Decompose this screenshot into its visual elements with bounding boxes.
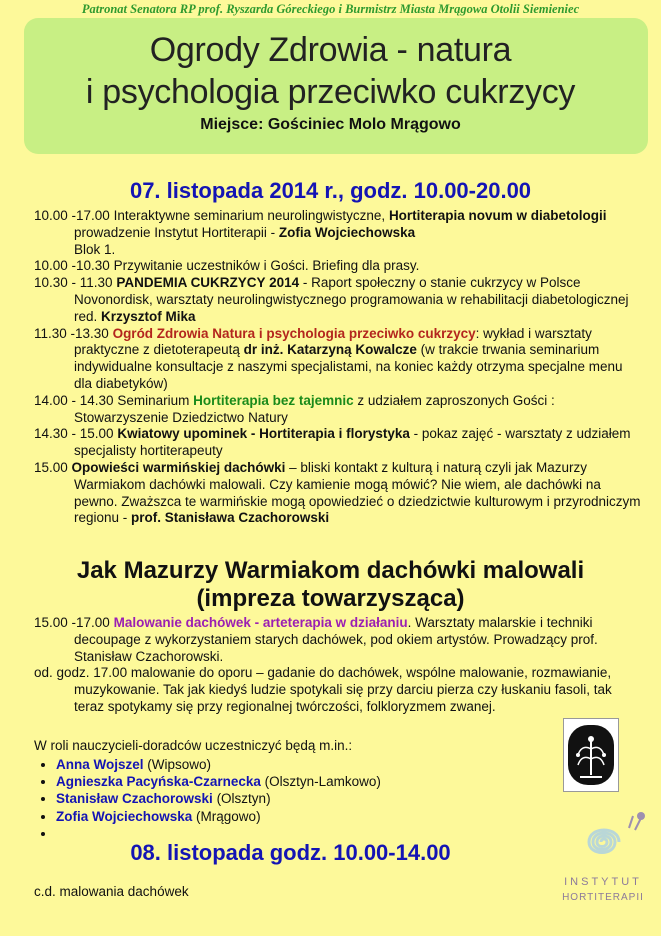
page-title-line1: Ogrody Zdrowia - natura xyxy=(149,31,512,69)
teachers-intro: W roli nauczycieli-doradców uczestniczyć będą m.in.: xyxy=(34,738,353,753)
list-item: • Zofia Wojciechowska (Mrągowo) xyxy=(56,808,476,825)
section2-title-line1: Jak Mazurzy Warmiakom dachówki malowali xyxy=(76,557,585,584)
program-item: 10.00 -17.00 Interaktywne seminarium neurolingwistyczne, Hortiterapia novum w diabetologii prowadzenie Instytut Hortiterapii - Zofia Wojciechowska Blok 1. xyxy=(34,208,607,257)
day2-text: c.d. malowania dachówek xyxy=(34,884,189,899)
list-item: • Agnieszka Pacyńska-Czarnecka (Olsztyn-Lamkowo) xyxy=(56,773,476,790)
institute-subname: HORTITERAPII xyxy=(562,892,644,903)
program-item: 10.00 -10.30 Przywitanie uczestników i Gości. Briefing dla prasy. xyxy=(34,258,420,274)
program-item: 10.30 - 11.30 PANDEMIA CUKRZYCY 2014 - Raport społeczny o stanie cukrzycy w Polsce Novonordisk, warsztaty neurolingwistycznego programowania w rehabilitacji diabetologicznej red. Krzysztof Mika xyxy=(34,275,629,324)
teachers-list xyxy=(34,756,476,842)
program-item: 11.30 -13.30 Ogród Zdrowia Natura i psychologia przeciwko cukrzycy: wykład i warsztaty praktyczne z dietoterapeutą dr inż. Katarzyną Kowalcze (w trakcie trwania seminarium indywidualne konsultacje z naszymi specjalistami, na koniec każdy otrzyma specjalne menu dla diabetyków) xyxy=(34,325,623,391)
section2-title-line2: (impreza towarzysząca) xyxy=(196,585,465,612)
patronat-line: Patronat Senatora RP prof. Ryszarda Góreckiego i Burmistrz Miasta Mrągowa Otolii Siemieniec xyxy=(81,2,580,16)
page-title-line2: i psychologia przeciwko cukrzycy xyxy=(85,73,576,111)
list-item: • Stanisław Czachorowski (Olsztyn) xyxy=(56,790,476,807)
program-item: 15.00 Opowieści warmińskiej dachówki – bliski kontakt z kulturą i naturą czyli jak Mazurzy Warmiakom dachówki malowali. Czy kamienie mogą mówić? Nie wiem, ale dachówki na pewno. Zważszca te warmińskie mogą opowiedzieć o dziedzictwie kulturowym i przyrodniczym regionu - prof. Stanisława Czachorowski xyxy=(34,459,641,526)
day1-date: 07. listopada 2014 r., godz. 10.00-20.00 xyxy=(129,178,532,203)
program-item: od. godz. 17.00 malowanie do oporu – gadanie do dachówek, wspólne malowanie, rozmawianie, muzykowanie. Tak jak kiedyś ludzie spotykali się przy darciu pierza czy łuskaniu fasoli, tak teraz spotykamy się przy regionalnej twórczości, folkloryzmem zwanej. xyxy=(34,665,612,714)
institute-name: INSTYTUT xyxy=(564,876,642,888)
spiral-logo-icon xyxy=(555,798,661,936)
event-place: Miejsce: Gościniec Molo Mrągowo xyxy=(200,116,461,133)
program-item: 15.00 -17.00 Malowanie dachówek - arteterapia w działaniu. Warsztaty malarskie i techniki decoupage z wykorzystaniem starych dachówek, pod okiem artystów. Prowadzący prof. Stanisław Czachorowski. xyxy=(34,615,598,664)
program-item: 14.00 - 14.30 Seminarium Hortiterapia bez tajemnic z udziałem zaproszonych Gości : Stowarzyszenie Dziedzictwo Natury xyxy=(34,392,555,425)
tree-logo-icon xyxy=(563,718,619,792)
program-item: 14.30 - 15.00 Kwiatowy upominek - Hortiterapia i florystyka - pokaz zajęć - warsztaty z udziałem specjalisty hortiterapeuty xyxy=(34,426,631,459)
section2-program xyxy=(34,615,644,716)
day2-date: 08. listopada godz. 10.00-14.00 xyxy=(130,840,451,865)
day1-program xyxy=(34,208,644,527)
list-item: • Anna Wojszel (Wipsowo) xyxy=(56,756,476,773)
